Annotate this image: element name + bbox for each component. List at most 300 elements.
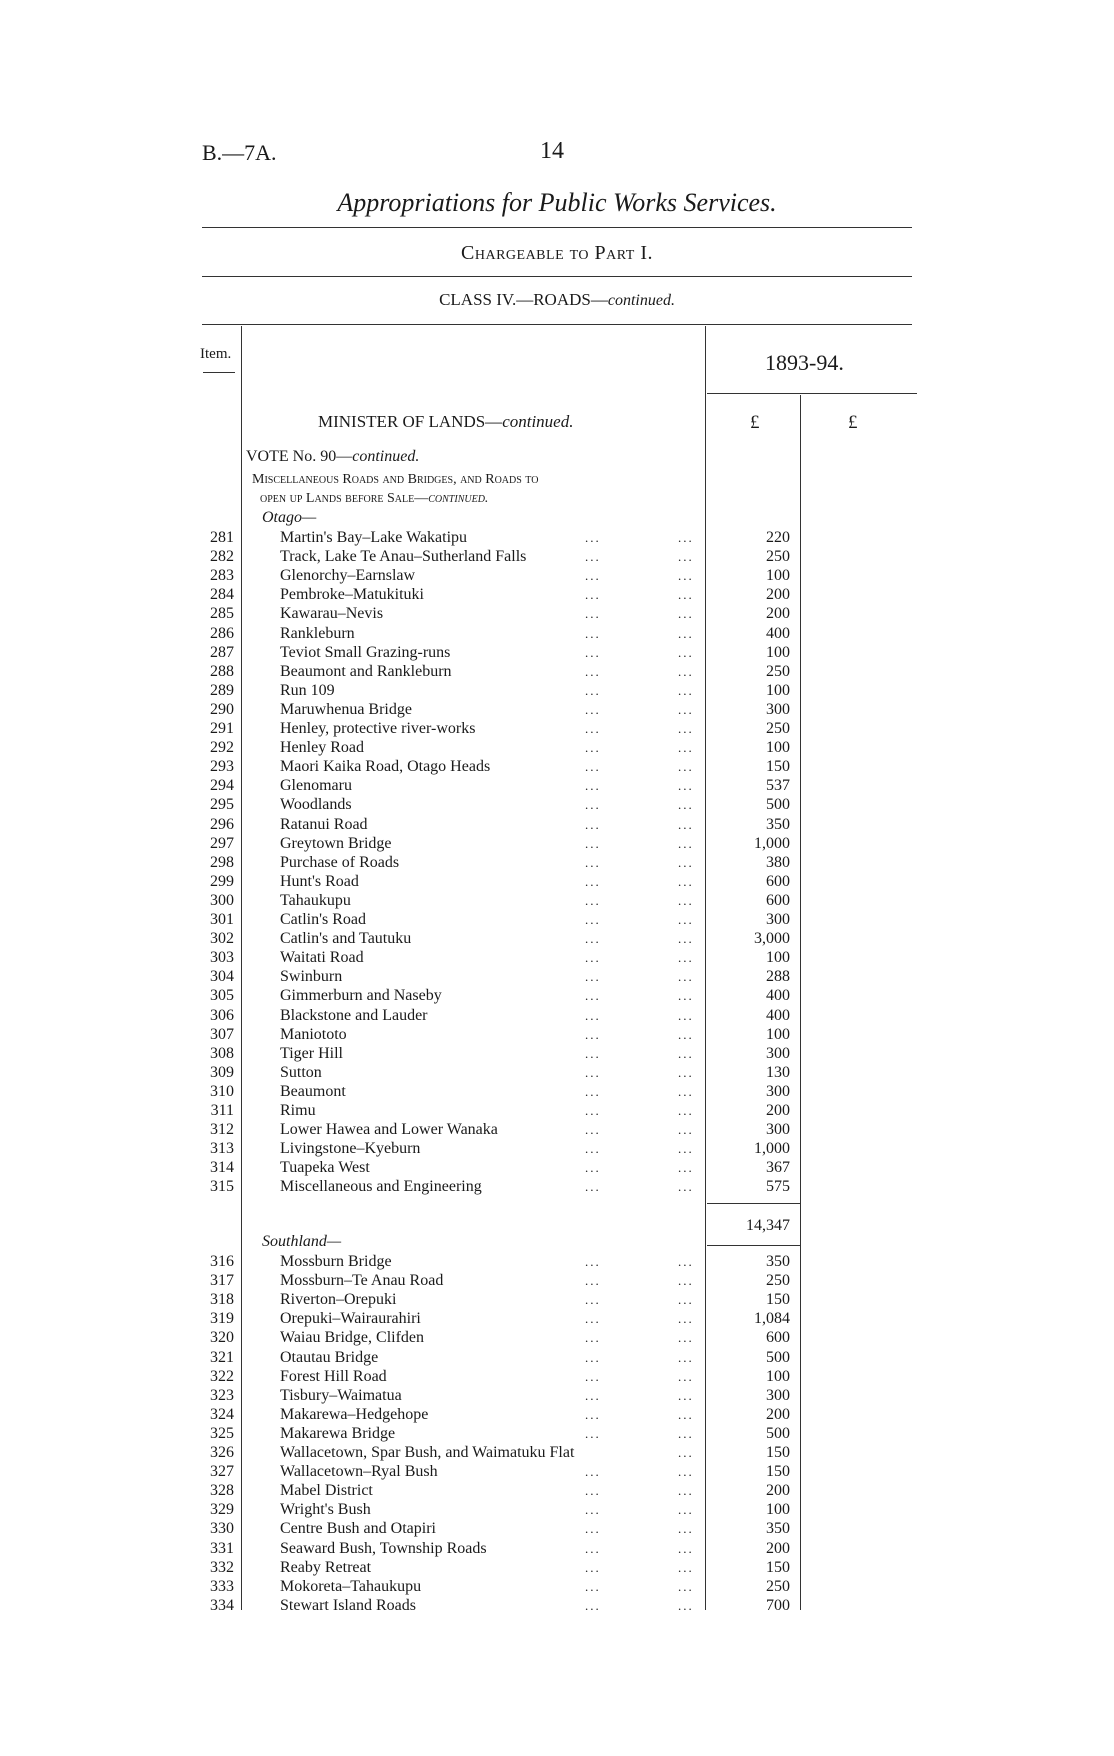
leader-dots: ... <box>585 682 601 698</box>
vote-description-line-2 <box>252 489 702 508</box>
leader-dots: ... <box>678 950 694 966</box>
table-row <box>0 1158 1114 1177</box>
leader-dots: ... <box>585 797 601 813</box>
item-name: Beaumont <box>280 1082 346 1100</box>
item-name: Rimu <box>280 1102 316 1119</box>
item-amount: 600 <box>766 891 790 909</box>
leader-dots: ... <box>678 530 694 545</box>
leader-dots: ... <box>678 1254 694 1269</box>
item-name: Swinburn <box>280 968 343 986</box>
item-name: Waiau Bridge, Clifden <box>280 1329 425 1347</box>
table-row <box>0 566 1114 585</box>
otago-subtotal-under-rule <box>707 1245 800 1246</box>
class-heading <box>0 290 1114 310</box>
leader-dots: ... <box>678 1179 694 1195</box>
item-amount: 200 <box>766 605 790 623</box>
leader-dots: ... <box>585 1349 601 1365</box>
item-name: Rankleburn <box>280 624 355 642</box>
table-row <box>0 1539 1114 1558</box>
leader-dots: ... <box>585 530 601 545</box>
item-amount: 537 <box>766 777 790 795</box>
leader-dots: ... <box>678 778 694 794</box>
leader-dots: ... <box>678 912 694 927</box>
otago-subtotal: 14,347 <box>746 1217 790 1234</box>
leader-dots: ... <box>678 969 694 985</box>
item-name: Reaby Retreat <box>280 1558 372 1576</box>
table-row <box>0 1462 1114 1481</box>
leader-dots: ... <box>585 549 601 565</box>
leader-dots: ... <box>678 625 694 641</box>
item-number: 289 <box>210 681 234 699</box>
leader-dots: ... <box>585 1406 601 1422</box>
leader-dots: ... <box>678 1445 694 1460</box>
table-row <box>0 872 1114 891</box>
leader-dots: ... <box>585 1026 601 1042</box>
item-amount: 400 <box>766 624 790 642</box>
page-number: 14 <box>540 138 564 164</box>
item-name: Catlin's Road <box>280 911 366 928</box>
item-number: 308 <box>210 1044 234 1062</box>
item-number: 325 <box>210 1424 234 1442</box>
leader-dots: ... <box>678 816 694 832</box>
item-amount: 150 <box>766 1463 790 1481</box>
table-row <box>0 1577 1114 1596</box>
table-row <box>0 929 1114 948</box>
item-number: 282 <box>210 548 234 566</box>
item-name: Tuapeka West <box>280 1159 370 1177</box>
item-number: 320 <box>210 1329 234 1347</box>
item-number: 318 <box>210 1291 234 1309</box>
item-amount: 1,000 <box>754 1140 790 1158</box>
item-number: 298 <box>210 853 234 871</box>
item-number: 305 <box>210 987 234 1005</box>
item-amount: 500 <box>766 1424 790 1442</box>
item-amount: 350 <box>766 1253 790 1270</box>
item-number: 290 <box>210 700 234 718</box>
leader-dots: ... <box>585 1045 601 1061</box>
item-number: 317 <box>210 1272 234 1290</box>
leader-dots: ... <box>678 721 694 736</box>
leader-dots: ... <box>585 1007 601 1023</box>
item-name: Orepuki–Wairaurahiri <box>280 1310 421 1328</box>
item-name: Tahaukupu <box>280 891 351 909</box>
leader-dots: ... <box>585 1425 601 1441</box>
item-name: Glenorchy–Earnslaw <box>280 567 416 585</box>
item-number: 311 <box>210 1102 234 1119</box>
leader-dots: ... <box>585 1578 601 1594</box>
table-row <box>0 700 1114 719</box>
table-row <box>0 815 1114 834</box>
table-row <box>0 891 1114 910</box>
leader-dots: ... <box>585 1368 601 1384</box>
item-amount: 3,000 <box>754 930 790 948</box>
leader-dots: ... <box>678 1425 694 1441</box>
item-amount: 150 <box>766 758 790 776</box>
item-number: 316 <box>210 1253 234 1270</box>
item-name: Henley, protective river-works <box>280 720 476 737</box>
item-name: Hunt's Road <box>280 872 359 890</box>
item-amount: 600 <box>766 1329 790 1347</box>
table-row <box>0 853 1114 872</box>
leader-dots: ... <box>678 740 694 756</box>
leader-dots: ... <box>678 1083 694 1099</box>
item-name: Lower Hawea and Lower Wanaka <box>280 1121 498 1139</box>
leader-dots: ... <box>585 606 601 622</box>
item-amount: 250 <box>766 662 790 680</box>
leader-dots: ... <box>678 873 694 889</box>
leader-dots: ... <box>678 1406 694 1422</box>
class-heading-main: CLASS IV.—ROADS— <box>439 290 608 309</box>
leader-dots: ... <box>585 625 601 641</box>
pound-symbol-items: £ <box>750 412 760 433</box>
item-amount: 250 <box>766 720 790 737</box>
leader-dots: ... <box>585 969 601 985</box>
item-number: 302 <box>210 930 234 948</box>
item-number: 329 <box>210 1501 234 1519</box>
document-reference: B.—7A. <box>202 140 277 165</box>
item-number: 312 <box>210 1121 234 1139</box>
leader-dots: ... <box>678 1502 694 1518</box>
item-name: Wallacetown, Spar Bush, and Waimatuku Flat <box>280 1444 575 1461</box>
item-name: Waitati Road <box>280 949 364 967</box>
item-name: Mokoreta–Tahaukupu <box>280 1577 422 1595</box>
item-amount: 1,000 <box>754 834 790 852</box>
item-name: Tiger Hill <box>280 1044 343 1062</box>
item-number: 292 <box>210 739 234 757</box>
item-name: Maori Kaika Road, Otago Heads <box>280 758 491 776</box>
title-rule <box>202 227 912 228</box>
leader-dots: ... <box>585 950 601 966</box>
item-number: 332 <box>210 1558 234 1576</box>
otago-subtotal-rule <box>707 1203 800 1204</box>
table-row <box>0 757 1114 776</box>
leader-dots: ... <box>585 835 601 851</box>
item-amount: 400 <box>766 1006 790 1024</box>
leader-dots: ... <box>678 1368 694 1384</box>
item-amount: 300 <box>766 1386 790 1404</box>
leader-dots: ... <box>678 1521 694 1537</box>
leader-dots: ... <box>585 912 601 927</box>
leader-dots: ... <box>585 988 601 1004</box>
leader-dots: ... <box>678 1122 694 1138</box>
item-amount: 200 <box>766 1539 790 1557</box>
item-header-underline <box>203 372 235 373</box>
leader-dots: ... <box>585 721 601 736</box>
leader-dots: ... <box>585 1160 601 1176</box>
table-row <box>0 1481 1114 1500</box>
item-amount: 100 <box>766 681 790 699</box>
table-row <box>0 1309 1114 1328</box>
table-row <box>0 1101 1114 1120</box>
leader-dots: ... <box>585 740 601 756</box>
item-amount: 100 <box>766 567 790 585</box>
leader-dots: ... <box>585 701 601 717</box>
leader-dots: ... <box>585 759 601 775</box>
leader-dots: ... <box>585 1273 601 1289</box>
item-number: 295 <box>210 796 234 814</box>
item-name: Henley Road <box>280 739 364 757</box>
item-amount: 100 <box>766 1367 790 1385</box>
item-amount: 100 <box>766 1025 790 1043</box>
table-row <box>0 948 1114 967</box>
table-row <box>0 1443 1114 1462</box>
table-top-rule <box>202 324 912 325</box>
table-row <box>0 795 1114 814</box>
table-row <box>0 986 1114 1005</box>
item-amount: 350 <box>766 815 790 833</box>
leader-dots: ... <box>678 1330 694 1346</box>
table-row <box>0 910 1114 929</box>
table-row <box>0 1500 1114 1519</box>
table-row <box>0 1328 1114 1347</box>
item-amount: 500 <box>766 1348 790 1366</box>
leader-dots: ... <box>678 1273 694 1289</box>
vote-heading-continued: continued. <box>352 448 420 465</box>
vote-description <box>252 470 702 508</box>
vote-description-line-2-continued: continued. <box>428 491 489 506</box>
leader-dots: ... <box>678 1540 694 1556</box>
item-number: 293 <box>210 758 234 776</box>
item-name: Livingstone–Kyeburn <box>280 1140 421 1158</box>
item-number: 306 <box>210 1006 234 1024</box>
item-name: Tisbury–Waimatua <box>280 1386 402 1404</box>
table-row <box>0 1348 1114 1367</box>
item-column-header: Item. <box>200 346 232 362</box>
item-name: Sutton <box>280 1063 322 1081</box>
item-name: Miscellaneous and Engineering <box>280 1178 482 1196</box>
leader-dots: ... <box>678 931 694 947</box>
leader-dots: ... <box>585 1254 601 1269</box>
item-name: Glenomaru <box>280 777 352 795</box>
leader-dots: ... <box>585 587 601 603</box>
leader-dots: ... <box>585 568 601 584</box>
item-amount: 1,084 <box>754 1310 790 1328</box>
table-row <box>0 662 1114 681</box>
item-number: 283 <box>210 567 234 585</box>
section-heading-main: MINISTER OF LANDS— <box>318 412 503 431</box>
item-name: Catlin's and Tautuku <box>280 930 412 948</box>
table-row <box>0 1120 1114 1139</box>
item-number: 286 <box>210 624 234 642</box>
item-name: Beaumont and Rankleburn <box>280 662 452 680</box>
leader-dots: ... <box>678 1311 694 1327</box>
item-amount: 575 <box>766 1178 790 1196</box>
table-row <box>0 1519 1114 1538</box>
item-name: Centre Bush and Otapiri <box>280 1520 436 1538</box>
leader-dots: ... <box>585 1330 601 1346</box>
item-name: Run 109 <box>280 681 335 699</box>
item-number: 296 <box>210 815 234 833</box>
leader-dots: ... <box>678 835 694 851</box>
item-name: Ratanui Road <box>280 815 368 833</box>
leader-dots: ... <box>678 1597 694 1613</box>
item-amount: 130 <box>766 1063 790 1081</box>
item-name: Maniototo <box>280 1025 347 1043</box>
item-name: Forest Hill Road <box>280 1367 387 1385</box>
item-amount: 700 <box>766 1596 790 1614</box>
leader-dots: ... <box>585 1141 601 1157</box>
leader-dots: ... <box>585 644 601 660</box>
item-amount: 250 <box>766 1577 790 1595</box>
region-label-otago: Otago— <box>262 509 317 526</box>
item-name: Mossburn–Te Anau Road <box>280 1272 444 1290</box>
item-name: Woodlands <box>280 796 352 814</box>
table-row <box>0 1063 1114 1082</box>
item-number: 307 <box>210 1025 234 1043</box>
table-row <box>0 1290 1114 1309</box>
leader-dots: ... <box>678 1578 694 1594</box>
table-row <box>0 1252 1114 1271</box>
table-row <box>0 643 1114 662</box>
leader-dots: ... <box>585 1597 601 1613</box>
class-heading-continued: continued. <box>607 292 675 309</box>
item-name: Stewart Island Roads <box>280 1596 416 1614</box>
item-number: 284 <box>210 586 234 604</box>
item-number: 299 <box>210 872 234 890</box>
leader-dots: ... <box>585 816 601 832</box>
leader-dots: ... <box>678 1141 694 1157</box>
item-number: 324 <box>210 1405 234 1423</box>
table-row <box>0 1405 1114 1424</box>
leader-dots: ... <box>585 1521 601 1537</box>
table-row <box>0 1082 1114 1101</box>
leader-dots: ... <box>678 1103 694 1118</box>
item-number: 326 <box>210 1444 234 1461</box>
leader-dots: ... <box>585 1387 601 1403</box>
item-amount: 150 <box>766 1444 790 1461</box>
item-amount: 350 <box>766 1520 790 1538</box>
item-amount: 600 <box>766 872 790 890</box>
leader-dots: ... <box>585 1311 601 1327</box>
item-name: Martin's Bay–Lake Wakatipu <box>280 529 468 546</box>
vote-description-line-2-main: open up Lands before Sale— <box>260 491 429 506</box>
leader-dots: ... <box>678 568 694 584</box>
item-name: Makarewa–Hedgehope <box>280 1405 429 1423</box>
table-row <box>0 834 1114 853</box>
leader-dots: ... <box>678 1349 694 1365</box>
item-amount: 300 <box>766 1121 790 1139</box>
leader-dots: ... <box>585 1559 601 1575</box>
leader-dots: ... <box>678 644 694 660</box>
section-heading <box>318 412 573 432</box>
leader-dots: ... <box>678 701 694 717</box>
leader-dots: ... <box>678 606 694 622</box>
vote-heading-main: VOTE No. 90— <box>246 448 353 465</box>
leader-dots: ... <box>678 797 694 813</box>
table-row <box>0 681 1114 700</box>
item-number: 313 <box>210 1140 234 1158</box>
leader-dots: ... <box>585 663 601 679</box>
item-number: 322 <box>210 1367 234 1385</box>
item-amount: 400 <box>766 987 790 1005</box>
leader-dots: ... <box>585 1083 601 1099</box>
item-number: 321 <box>210 1348 234 1366</box>
item-amount: 250 <box>766 1272 790 1290</box>
item-name: Riverton–Orepuki <box>280 1291 397 1309</box>
leader-dots: ... <box>585 1483 601 1499</box>
pound-symbol-totals: £ <box>848 412 858 433</box>
item-amount: 300 <box>766 700 790 718</box>
item-amount: 100 <box>766 1501 790 1519</box>
table-row <box>0 1386 1114 1405</box>
table-row <box>0 604 1114 623</box>
item-amount: 200 <box>766 1405 790 1423</box>
item-name: Wright's Bush <box>280 1501 371 1519</box>
table-row <box>0 1271 1114 1290</box>
leader-dots: ... <box>585 873 601 889</box>
leader-dots: ... <box>585 1540 601 1556</box>
item-amount: 200 <box>766 586 790 604</box>
item-name: Teviot Small Grazing-runs <box>280 643 451 661</box>
leader-dots: ... <box>678 1483 694 1499</box>
item-amount: 150 <box>766 1291 790 1309</box>
table-row <box>0 1025 1114 1044</box>
leader-dots: ... <box>585 892 601 908</box>
item-name: Pembroke–Matukituki <box>280 586 424 604</box>
item-amount: 300 <box>766 1082 790 1100</box>
leader-dots: ... <box>678 587 694 603</box>
table-row <box>0 738 1114 757</box>
chargeable-heading: Chargeable to Part I. <box>461 242 653 264</box>
item-number: 323 <box>210 1386 234 1404</box>
leader-dots: ... <box>678 1559 694 1575</box>
table-row <box>0 1044 1114 1063</box>
leader-dots: ... <box>585 931 601 947</box>
item-number: 309 <box>210 1063 234 1081</box>
item-amount: 380 <box>766 853 790 871</box>
leader-dots: ... <box>585 778 601 794</box>
item-number: 291 <box>210 720 234 737</box>
item-name: Maruwhenua Bridge <box>280 700 412 718</box>
item-name: Track, Lake Te Anau–Sutherland Falls <box>280 548 527 566</box>
table-row <box>0 547 1114 566</box>
year-header: 1893-94. <box>765 350 844 375</box>
item-number: 333 <box>210 1577 234 1595</box>
item-number: 331 <box>210 1539 234 1557</box>
item-number: 330 <box>210 1520 234 1538</box>
table-row <box>0 1177 1114 1196</box>
year-under-rule <box>707 393 917 394</box>
leader-dots: ... <box>585 1064 601 1080</box>
item-number: 304 <box>210 968 234 986</box>
item-name: Gimmerburn and Naseby <box>280 987 442 1005</box>
table-row <box>0 1596 1114 1615</box>
item-number: 310 <box>210 1082 234 1100</box>
item-amount: 200 <box>766 1102 790 1119</box>
section-heading-continued: continued. <box>502 412 574 431</box>
leader-dots: ... <box>585 854 601 870</box>
item-amount: 150 <box>766 1558 790 1576</box>
leader-dots: ... <box>678 854 694 870</box>
table-row <box>0 528 1114 547</box>
leader-dots: ... <box>585 1464 601 1480</box>
item-number: 285 <box>210 605 234 623</box>
leader-dots: ... <box>678 759 694 775</box>
item-amount: 250 <box>766 548 790 566</box>
chargeable-rule <box>202 276 912 277</box>
leader-dots: ... <box>678 1387 694 1403</box>
leader-dots: ... <box>678 892 694 908</box>
leader-dots: ... <box>678 1292 694 1308</box>
leader-dots: ... <box>585 1502 601 1518</box>
leader-dots: ... <box>678 988 694 1004</box>
item-number: 301 <box>210 911 234 928</box>
item-number: 334 <box>210 1596 234 1614</box>
table-row <box>0 719 1114 738</box>
leader-dots: ... <box>678 682 694 698</box>
leader-dots: ... <box>585 1122 601 1138</box>
item-name: Kawarau–Nevis <box>280 605 384 623</box>
